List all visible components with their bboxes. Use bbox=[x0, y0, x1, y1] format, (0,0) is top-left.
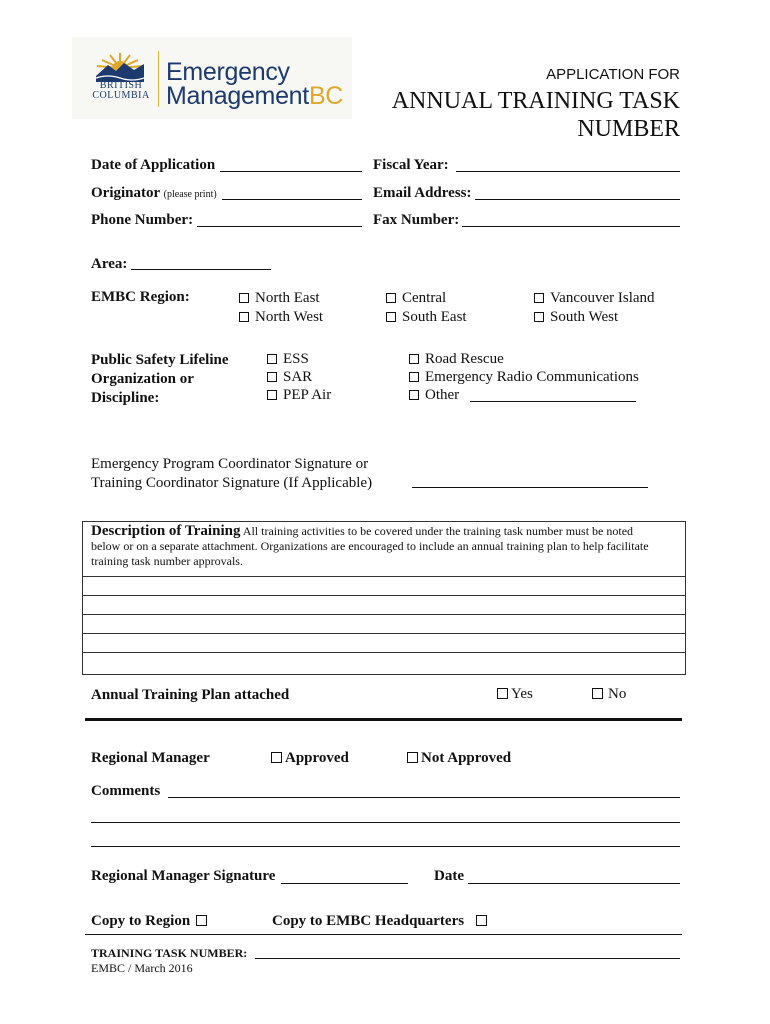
form-title-line1: ANNUAL TRAINING TASK bbox=[391, 88, 680, 114]
copy-to-region[interactable] bbox=[91, 913, 213, 930]
region-option-label: North East bbox=[255, 290, 320, 306]
training-plan-no-label: No bbox=[608, 686, 627, 702]
training-plan-no[interactable] bbox=[592, 686, 626, 703]
training-plan-label: Annual Training Plan attached bbox=[91, 687, 290, 703]
region-option-label: North West bbox=[255, 309, 324, 325]
originator-label bbox=[91, 185, 217, 202]
fax-number-field[interactable] bbox=[462, 226, 680, 227]
approved-label: Approved bbox=[285, 750, 349, 766]
checkbox-icon[interactable] bbox=[267, 390, 277, 400]
regional-manager-signature-field[interactable] bbox=[281, 883, 408, 884]
phone-number-label: Phone Number: bbox=[91, 212, 194, 228]
region-option-vancouver-island[interactable] bbox=[534, 290, 655, 307]
discipline-label bbox=[91, 351, 229, 408]
regional-manager-signature-label: Regional Manager Signature bbox=[91, 868, 276, 884]
approved-option[interactable] bbox=[271, 750, 349, 767]
agency-bc: BC bbox=[308, 82, 344, 110]
checkbox-icon[interactable] bbox=[409, 372, 419, 382]
checkbox-icon[interactable] bbox=[534, 293, 544, 303]
originator-text: Originator bbox=[91, 185, 160, 201]
province-line1: BRITISH bbox=[99, 80, 143, 91]
fiscal-year-label: Fiscal Year: bbox=[373, 157, 449, 173]
province-name bbox=[88, 81, 154, 101]
description-text bbox=[91, 524, 677, 539]
copy-to-hq-label: Copy to EMBC Headquarters bbox=[272, 913, 465, 929]
discipline-option-label: Emergency Radio Communications bbox=[425, 369, 639, 385]
fax-number-label: Fax Number: bbox=[373, 212, 460, 228]
sun-mountain-icon bbox=[94, 52, 146, 82]
date-field[interactable] bbox=[468, 883, 680, 884]
checkbox-icon[interactable] bbox=[476, 915, 487, 926]
checkbox-icon[interactable] bbox=[271, 752, 282, 763]
region-option-label: Vancouver Island bbox=[550, 290, 655, 306]
regional-manager-label: Regional Manager bbox=[91, 750, 210, 766]
description-line-3[interactable] bbox=[82, 614, 686, 634]
checkbox-icon[interactable] bbox=[407, 752, 418, 763]
email-address-label: Email Address: bbox=[373, 185, 472, 201]
copy-to-region-label: Copy to Region bbox=[91, 913, 191, 929]
checkbox-icon[interactable] bbox=[196, 915, 207, 926]
discipline-option-road-rescue[interactable] bbox=[409, 351, 504, 368]
coordinator-label-line1: Emergency Program Coordinator Signature or bbox=[91, 456, 369, 472]
coordinator-signature-field[interactable] bbox=[412, 487, 648, 488]
agency-name-line2 bbox=[166, 82, 343, 111]
section-divider bbox=[85, 718, 682, 721]
description-text-line2: below or on a separate attachment. Organizations are encouraged to include an annual training plan to help facilitate bbox=[91, 539, 649, 553]
logo-divider bbox=[158, 51, 159, 107]
checkbox-icon[interactable] bbox=[267, 354, 277, 364]
copies-underline bbox=[85, 934, 682, 935]
date-of-application-field[interactable] bbox=[220, 171, 362, 172]
region-option-south-east[interactable] bbox=[386, 309, 467, 326]
form-subtitle: APPLICATION FOR bbox=[546, 66, 680, 83]
embc-region-label: EMBC Region: bbox=[91, 289, 190, 305]
description-line-1[interactable] bbox=[82, 576, 686, 596]
discipline-label-line1: Public Safety Lifeline bbox=[91, 352, 229, 368]
date-label: Date bbox=[434, 868, 464, 884]
description-line-2[interactable] bbox=[82, 595, 686, 615]
province-line2: COLUMBIA bbox=[92, 90, 150, 101]
discipline-option-other[interactable] bbox=[409, 387, 459, 404]
checkbox-icon[interactable] bbox=[497, 688, 508, 699]
checkbox-icon[interactable] bbox=[592, 688, 603, 699]
originator-field[interactable] bbox=[222, 199, 362, 200]
region-option-label: South West bbox=[550, 309, 619, 325]
agency-name-line1: Emergency bbox=[166, 58, 290, 86]
copy-to-hq[interactable] bbox=[272, 913, 493, 930]
checkbox-icon[interactable] bbox=[386, 312, 396, 322]
area-field[interactable] bbox=[131, 269, 271, 270]
discipline-option-label: Road Rescue bbox=[425, 351, 504, 367]
coordinator-signature-label bbox=[91, 455, 372, 493]
coordinator-label-line2: Training Coordinator Signature (If Applicable) bbox=[91, 475, 373, 491]
discipline-option-label: SAR bbox=[283, 369, 313, 385]
agency-management: Management bbox=[166, 82, 309, 110]
region-option-south-west[interactable] bbox=[534, 309, 618, 326]
discipline-option-label: Other bbox=[425, 387, 460, 403]
area-label: Area: bbox=[91, 256, 128, 272]
comments-field-2[interactable] bbox=[91, 822, 680, 823]
region-option-label: South East bbox=[402, 309, 467, 325]
discipline-label-line2: Organization or bbox=[91, 371, 194, 387]
comments-field-3[interactable] bbox=[91, 846, 680, 847]
training-task-number-label: TRAINING TASK NUMBER: bbox=[91, 946, 248, 960]
discipline-label-line3: Discipline: bbox=[91, 390, 160, 406]
training-task-number-field[interactable] bbox=[255, 958, 680, 959]
checkbox-icon[interactable] bbox=[409, 354, 419, 364]
discipline-option-radio-communications[interactable] bbox=[409, 369, 639, 386]
phone-number-field[interactable] bbox=[197, 226, 362, 227]
description-line-4[interactable] bbox=[82, 633, 686, 653]
discipline-option-sar[interactable] bbox=[267, 369, 312, 386]
checkbox-icon[interactable] bbox=[239, 312, 249, 322]
form-version: EMBC / March 2016 bbox=[91, 961, 193, 975]
region-option-label: Central bbox=[402, 290, 447, 306]
comments-field-1[interactable] bbox=[168, 797, 680, 798]
checkbox-icon[interactable] bbox=[239, 293, 249, 303]
description-text-line3: training task number approvals. bbox=[91, 554, 243, 568]
form-title-line2: NUMBER bbox=[577, 116, 680, 142]
description-box bbox=[82, 521, 686, 577]
training-plan-yes[interactable] bbox=[497, 686, 533, 703]
checkbox-icon[interactable] bbox=[534, 312, 544, 322]
checkbox-icon[interactable] bbox=[409, 390, 419, 400]
not-approved-option[interactable] bbox=[407, 750, 511, 767]
checkbox-icon[interactable] bbox=[267, 372, 277, 382]
training-plan-yes-label: Yes bbox=[511, 686, 533, 702]
discipline-option-ess[interactable] bbox=[267, 351, 309, 368]
region-option-central[interactable] bbox=[386, 290, 446, 307]
embc-logo bbox=[72, 37, 352, 119]
checkbox-icon[interactable] bbox=[386, 293, 396, 303]
region-option-north-west[interactable] bbox=[239, 309, 323, 326]
description-line-5[interactable] bbox=[82, 652, 686, 675]
discipline-option-label: PEP Air bbox=[283, 387, 332, 403]
discipline-other-field[interactable] bbox=[470, 401, 636, 402]
not-approved-label: Not Approved bbox=[421, 750, 512, 766]
description-heading: Description of Training bbox=[91, 523, 241, 539]
description-text-line1: All training activities to be covered under the training task number must be noted bbox=[242, 524, 634, 538]
email-address-field[interactable] bbox=[475, 199, 680, 200]
please-print-note: (please print) bbox=[163, 189, 217, 200]
discipline-option-label: ESS bbox=[283, 351, 309, 367]
date-of-application-label: Date of Application bbox=[91, 157, 216, 173]
fiscal-year-field[interactable] bbox=[456, 171, 680, 172]
region-option-north-east[interactable] bbox=[239, 290, 320, 307]
discipline-option-pep-air[interactable] bbox=[267, 387, 331, 404]
comments-label: Comments bbox=[91, 783, 161, 799]
